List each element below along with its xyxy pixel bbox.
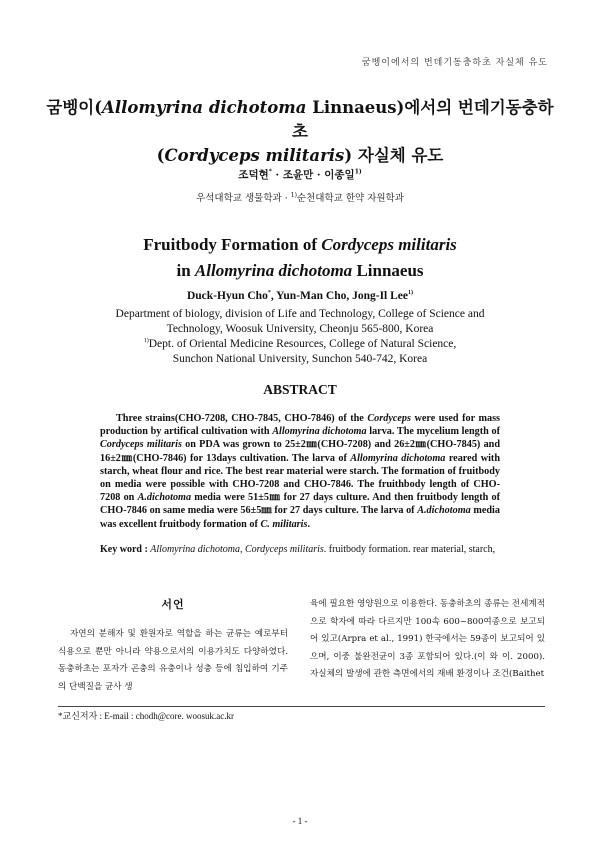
affiliation: 우석대학교 생물학과: [196, 193, 282, 204]
abstract-text: larva. The mycelium length of: [366, 426, 500, 438]
abstract-species: Allomyrina dichotoma: [350, 452, 446, 464]
corresponding-mark: *: [267, 290, 271, 297]
abstract-species: Cordyceps militaris: [100, 439, 182, 451]
abstract-species: A.dichotoma: [417, 505, 471, 517]
affiliation-separator: ·: [281, 193, 291, 204]
abstract-body: [100, 412, 500, 531]
affiliation-line: [0, 337, 600, 352]
abstract-heading: ABSTRACT: [263, 382, 337, 397]
affiliation-line: Sunchon National University, Sunchon 540-742, Korea: [172, 353, 428, 365]
english-affiliations: [0, 307, 600, 367]
korean-title-text: (: [156, 146, 165, 165]
korean-title: [40, 96, 560, 168]
abstract-text: .: [307, 518, 310, 530]
affiliation-mark: 1): [290, 191, 297, 199]
korean-affiliations: [0, 190, 600, 204]
author-name: 조윤만: [282, 169, 314, 181]
affiliation-line: Technology, Woosuk University, Cheonju 565-800, Korea: [166, 323, 434, 335]
author-names: , Yun-Man Cho, Jong-Il Lee: [270, 290, 408, 302]
intro-paragraph: 육에 필요한 영양원으로 이용한다. 동충하초의 종류는 전세계적으로 학자에 따라 다르지만 100속 600~800여종으로 보고되어 있고(Arpra et al., 1991) 한국에서는 59종이 보고되어 있으며, 이중 불완전균이 3종 포함되어 있다.(이 와 이. 2000). 자실체의 발생에 관한 측면에서의 재배 환경이나 조건(Baithet: [310, 599, 545, 680]
abstract-text: reared with starch, wheat flour and rice. The best rear material were starch. The formation of fruitbody on media were possible with CHO-7208 and CHO-7846. The fruithbody length of CHO-7208 on: [100, 452, 500, 504]
english-title: [0, 232, 600, 284]
intro-right-column: [310, 596, 545, 684]
affiliation-mark: 1): [143, 338, 149, 345]
english-title-line-2: [0, 258, 600, 284]
intro-heading: 서언: [161, 598, 185, 611]
affiliation-text: Dept. of Oriental Medicine Resources, College of Natural Science,: [148, 338, 457, 350]
english-title-text: Linnaeus: [352, 261, 424, 280]
english-title-species: Cordyceps militaris: [321, 235, 457, 254]
corresponding-mark: *: [268, 168, 272, 176]
footnote-divider: [58, 706, 545, 707]
english-title-text: Fruitbody Formation of: [143, 235, 322, 254]
affiliation: 순천대학교 한약 자원학과: [296, 193, 404, 204]
keywords: [100, 543, 500, 556]
intro-paragraph: 자연의 분해자 및 환원자로 역할을 하는 균류는 예로부터 식용으로 뿐만 아니라 약용으로서의 이용가치도 다양하였다. 동충하초는 포자가 곤충의 유충이나 성충 등에 침입하여 기주의 단백질을 균사 생: [58, 629, 288, 692]
affiliation-mark: 1): [408, 290, 413, 297]
affiliation-line: Department of biology, division of Life and Technology, College of Science and: [115, 308, 485, 320]
korean-title-text: ) 자실체 유도: [344, 146, 444, 165]
abstract-species: A.dichotoma: [137, 492, 192, 504]
abstract-text: media was excellent fruitbody formation of: [100, 505, 500, 530]
keywords-species: Allomyrina dichotoma, Cordyceps militaris: [150, 544, 324, 555]
abstract-species: C. militaris: [260, 518, 308, 530]
abstract-text: media were 51±5㎜ for 27 days culture. And then fruitbody length of CHO-7846 on same media were 56±5㎜ for 27 days culture. The larva of: [100, 492, 500, 517]
author-name: 조덕현: [238, 169, 269, 181]
english-title-text: in: [176, 261, 195, 280]
korean-title-text: Linnaeus)에서의 번데기동충하초: [292, 98, 554, 141]
keywords-text: . fruitbody formation. rear material, starch,: [323, 544, 496, 555]
author-separator: ·: [271, 169, 283, 181]
abstract-species: Cordyceps: [367, 413, 411, 424]
abstract-species: Allomyrina dichotoma: [272, 426, 367, 438]
english-title-species: Allomyrina dichotoma: [194, 261, 353, 280]
author-name: 이종일: [324, 169, 355, 181]
affiliation-mark: 1): [354, 168, 362, 176]
korean-title-species: Allomyrina dichotoma: [102, 98, 307, 117]
author-separator: ·: [313, 169, 325, 181]
korean-title-line-1: [40, 96, 560, 144]
korean-authors: [0, 167, 600, 182]
page-number: - 1 -: [292, 816, 308, 826]
intro-left-column: [58, 596, 288, 696]
english-authors: [0, 290, 600, 302]
english-title-line-1: [0, 232, 600, 258]
abstract-text: on PDA was grown to 25±2㎜(CHO-7208) and 26±2㎜(CHO-7845) and 16±2㎜(CHO-7846) for 13days cultivation. The larva of: [100, 439, 500, 464]
korean-title-line-2: [40, 144, 560, 168]
author-name: Duck-Hyun Cho: [186, 290, 268, 302]
korean-title-text: 굼벵이(: [46, 98, 103, 117]
running-head: 굼벵이에서의 번데기동충하초 자실체 유도: [361, 58, 548, 68]
footnote: *교신저자 : E-mail : chodh@core. woosuk.ac.kr: [58, 711, 235, 721]
abstract-text: were used for mass production by artifical cultivation with: [100, 413, 500, 438]
abstract-text: Three strains(CHO-7208, CHO-7845, CHO-7846) of the: [116, 413, 368, 424]
keywords-label: Key word :: [100, 544, 151, 555]
korean-title-species: Cordyceps militaris: [164, 146, 345, 165]
